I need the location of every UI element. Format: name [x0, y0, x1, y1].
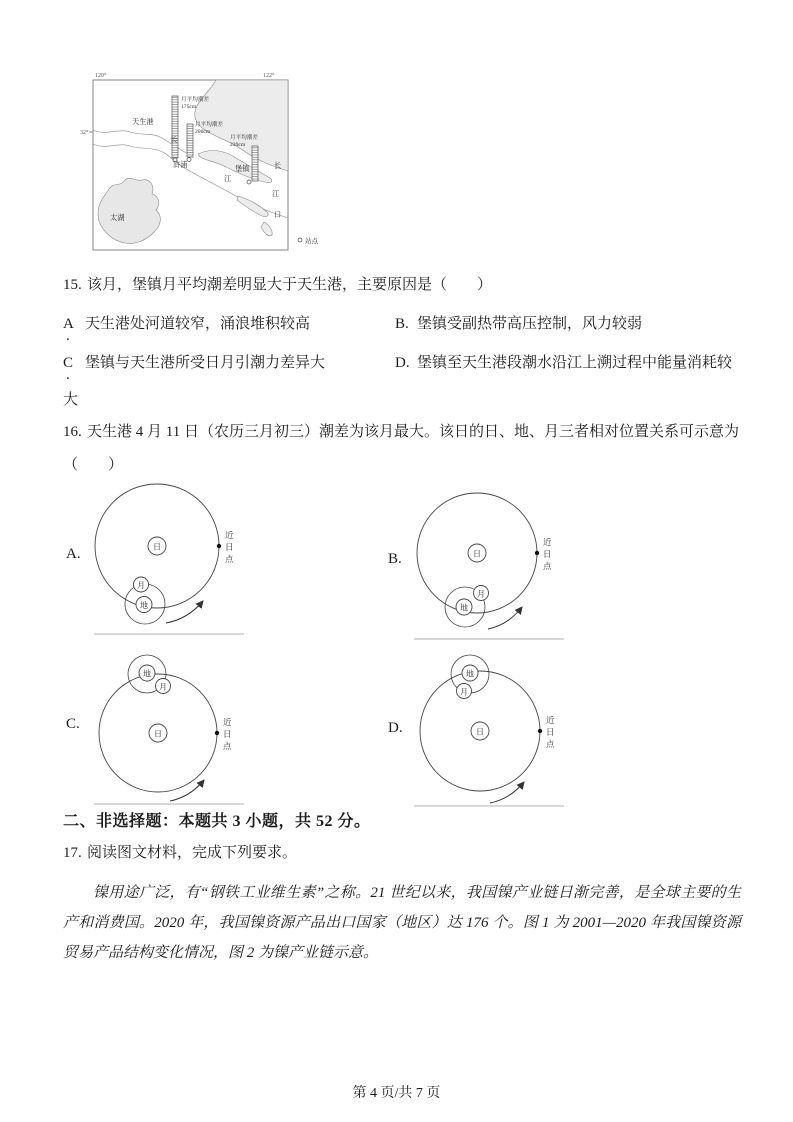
orbit-direction-arrow [488, 607, 522, 629]
perihelion-char-3: 点 [543, 561, 552, 571]
q15-option-d-text: 堡镇至天生港段潮水沿江上溯过程中能量消耗较 [417, 355, 733, 371]
tide-label-2: 月平均潮差 [195, 122, 223, 128]
estuary-char-1: 长 [274, 162, 282, 170]
lake-name: 太湖 [110, 214, 125, 222]
q16-stem-parens: （ ） [63, 457, 124, 473]
sun-label: 日 [153, 542, 161, 552]
q15-option-a-dot: . [66, 328, 70, 344]
section-2-header: 二、非选择题：本题共 3 小题，共 52 分。 [63, 813, 371, 830]
station-name-xupu: 浒浦 [173, 161, 188, 169]
q15-option-c [63, 352, 395, 383]
q15-option-b-letter: B. [395, 316, 409, 332]
q15-number: 15. [63, 277, 82, 293]
moon-label: 月 [137, 581, 145, 590]
station-name-baozhen: 堡镇 [235, 165, 250, 173]
moon-label: 月 [159, 682, 167, 692]
perihelion-dot [535, 551, 539, 555]
perihelion-char-1: 近 [225, 530, 234, 540]
moon-label: 月 [477, 589, 485, 599]
perihelion-char-2: 日 [225, 542, 234, 552]
perihelion-char-3: 点 [223, 741, 232, 751]
perihelion-char-1: 近 [543, 537, 552, 547]
orbit-direction-arrow [490, 782, 524, 803]
q15-option-b-text: 堡镇受副热带高压控制，风力较弱 [417, 316, 643, 332]
q17-prompt: 阅读图文材料，完成下列要求。 [87, 845, 298, 861]
page-footer: 第 4 页/共 7 页 [352, 1086, 441, 1101]
q16-diagram-d [412, 654, 568, 810]
question-17 [63, 842, 745, 864]
river-name-char-1: 长 [170, 136, 178, 144]
q15-stem: 该月，堡镇月平均潮差明显大于天生港，主要原因是（ ） [87, 277, 493, 293]
q15-option-a [63, 313, 395, 344]
q16-diagram-b-letter: B. [388, 551, 402, 567]
q16-diagram-c-letter: C. [66, 716, 80, 732]
station-name-tianshenggang: 天生港 [132, 118, 154, 126]
tide-value-3: 239cm [230, 142, 246, 148]
station-point-baozhen [247, 180, 251, 184]
lat-left-label: 32° [80, 130, 89, 136]
sun-label: 日 [476, 727, 484, 737]
legend-station-label: 站点 [305, 238, 318, 245]
q16-stem: 天生港 4 月 11 日（农历三月初三）潮差为该月最大。该日的日、地、月三者相对位置关系可示意为 [87, 424, 739, 440]
tide-value-2: 200cm [195, 129, 211, 135]
q15-option-c-text: 堡镇与天生港所受日月引潮力差异大 [85, 355, 326, 371]
q16-diagram-c [92, 652, 248, 808]
perihelion-char-3: 点 [546, 739, 555, 749]
station-point-xupu [187, 158, 191, 162]
legend-station-icon [298, 238, 302, 242]
sun-label: 日 [154, 729, 162, 739]
tide-label-1: 月平均潮差 [181, 97, 209, 103]
tide-bar-xupu [187, 124, 193, 157]
q16-diagram-b [412, 481, 570, 643]
orbit-direction-arrow [166, 601, 203, 623]
question-16 [63, 421, 745, 476]
perihelion-char-1: 近 [546, 715, 555, 725]
perihelion-dot [538, 729, 542, 733]
perihelion-dot [217, 544, 221, 548]
river-name-char-2: 江 [224, 175, 232, 183]
tide-bar-baozhen [252, 146, 258, 181]
orbit-direction-arrow [170, 780, 204, 801]
lon-left-label: 120° [95, 73, 107, 79]
earth-label: 地 [460, 603, 468, 613]
earth-label: 地 [466, 669, 474, 679]
q15-option-d-overflow: 大 [63, 392, 79, 408]
tide-label-3: 月平均潮差 [230, 135, 258, 141]
earth-label: 地 [140, 601, 148, 610]
q15-option-d [395, 352, 741, 374]
q15-option-d-letter: D. [395, 355, 410, 371]
perihelion-char-2: 日 [546, 727, 555, 737]
estuary-char-2: 江 [272, 190, 280, 198]
tidal-range-map [78, 68, 350, 258]
perihelion-char-3: 点 [225, 554, 234, 564]
q15-option-c-letter: C [63, 355, 74, 371]
q17-material-paragraph: 镍用途广泛，有“钢铁工业维生素”之称。21 世纪以来，我国镍产业链日渐完善，是全球主要的生产和消费国。2020 年，我国镍资源产品出口国家（地区）达 176 个。图 1 为 2001—2020 年我国镍资源贸易产品结构变化情况，图 2 为镍产业链示意。 [63, 885, 741, 961]
q15-option-c-dot: . [66, 367, 70, 383]
q16-number: 16. [63, 424, 82, 440]
lon-right-label: 122° [263, 73, 275, 79]
tide-value-1: 175cm [181, 104, 197, 110]
question-15 [63, 274, 745, 411]
perihelion-dot [215, 731, 219, 735]
earth-label: 地 [143, 669, 151, 679]
q15-option-a-letter: A [63, 316, 74, 332]
perihelion-char-1: 近 [223, 717, 232, 727]
perihelion-char-2: 日 [223, 729, 232, 739]
q15-option-b [395, 313, 727, 335]
perihelion-char-2: 日 [543, 549, 552, 559]
estuary-char-3: 口 [274, 211, 282, 219]
q16-diagram-a-letter: A. [66, 546, 81, 562]
q15-option-a-text: 天生港处河道较窄，涌浪堆积较高 [85, 316, 311, 332]
sun-label: 日 [473, 549, 481, 559]
q16-diagram-a [92, 476, 250, 638]
tide-bar-tianshenggang [172, 96, 178, 158]
q16-diagram-d-letter: D. [388, 720, 403, 736]
q17-number: 17. [63, 845, 82, 861]
moon-label: 月 [460, 687, 468, 697]
